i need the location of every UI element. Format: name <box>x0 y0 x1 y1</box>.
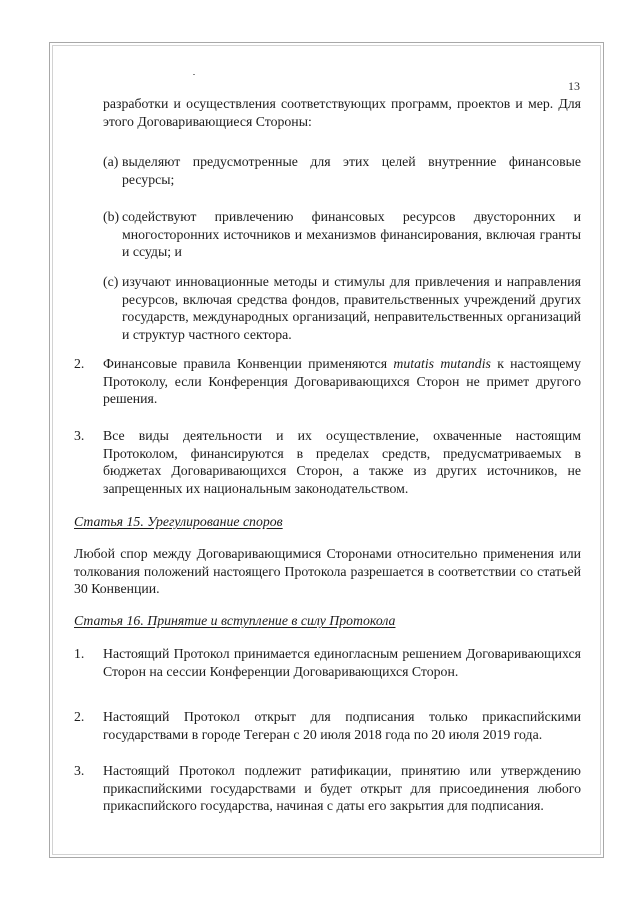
article-16-item-2: Настоящий Протокол открыт для подписания только прикаспийскими государствами в городе Тегеран с 20 июля 2018 года по 20 июля 2019 года. <box>103 709 581 742</box>
article-16-heading: Статья 16. Принятие и вступление в силу Протокола <box>74 613 396 628</box>
item-number: 2. <box>74 709 85 724</box>
page-number: 13 <box>568 79 580 93</box>
article-16-item-3: Настоящий Протокол подлежит ратификации, принятию или утверждению прикаспийскими государствами и будет открыт для присоединения любого прикаспийского государства, начиная с даты его закрытия для подписания. <box>103 763 581 813</box>
scan-speck <box>193 74 195 75</box>
article-15-heading: Статья 15. Урегулирование споров <box>74 514 283 529</box>
sub-item-text-b: содействуют привлечению финансовых ресурсов двусторонних и многосторонних источников и механизмов финансирования, включая гранты и ссуды; и <box>122 209 581 259</box>
sub-item-text-c: изучают инновационные методы и стимулы для привлечения и направления ресурсов, включая средства фондов, правительственных учреждений других государств, международных организаций, неправительственных организаций и структур частного сектора. <box>122 274 581 342</box>
latin-phrase: mutatis mutandis <box>393 356 491 371</box>
intro-paragraph: разработки и осуществления соответствующих программ, проектов и мер. Для этого Договаривающиеся Стороны: <box>103 96 581 129</box>
sub-item-label-b: (b) <box>103 209 120 224</box>
sub-item-label-a: (a) <box>103 154 119 169</box>
sub-item-label-c: (c) <box>103 274 119 289</box>
item-number: 1. <box>74 646 85 661</box>
article-15-text: Любой спор между Договаривающимися Сторонами относительно применения или толкования положений настоящего Протокола разрешается в соответствии со статьей 30 Конвенции. <box>74 546 581 596</box>
article-16-item-1: Настоящий Протокол принимается единогласным решением Договаривающихся Сторон на сессии Конференции Договаривающихся Сторон. <box>103 646 581 679</box>
item-number: 3. <box>74 428 85 443</box>
item-text-2: Финансовые правила Конвенции применяются mutatis mutandis к настоящему Протоколу, если Конференция Договаривающихся Сторон не примет другого решения. <box>103 356 581 406</box>
sub-item-text-a: выделяют предусмотренные для этих целей внутренние финансовые ресурсы; <box>122 154 581 187</box>
item-text-3: Все виды деятельности и их осуществление, охваченные настоящим Протоколом, финансируются в пределах средств, предусматриваемых в бюджетах Договаривающихся Сторон, а также из других источников, не запрещенных их национальным законодательством. <box>103 428 581 496</box>
item-number: 2. <box>74 356 85 371</box>
item-number: 3. <box>74 763 85 778</box>
